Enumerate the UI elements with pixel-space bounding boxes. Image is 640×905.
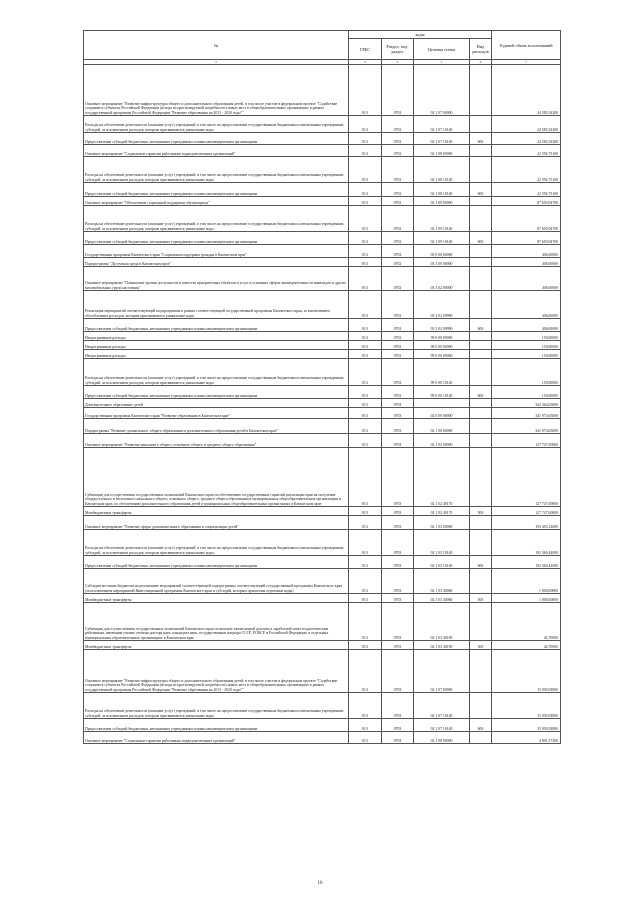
row-grbs-cell: 813 — [349, 258, 382, 267]
row-name-cell: Расходы на обеспечение деятельности (оказание услуг) учреждений, в том числе на предоставление государственным бюджетным и автономным учреждениям субсидий, за исключением расходов, которым присваиваются уникальные коды — [84, 530, 349, 556]
colnum: 4 — [382, 60, 414, 65]
row-target-cell: 02 1 03 10140 — [414, 556, 470, 569]
row-section-cell: 0702 — [382, 157, 414, 183]
row-grbs-cell: 813 — [349, 594, 382, 603]
row-amount-cell: 150,00000 — [492, 359, 561, 386]
table-row — [84, 145, 561, 157]
row-target-cell: 02 0 00 00000 — [414, 408, 470, 419]
row-name-cell: Основное мероприятие "Развитие сферы дополнительного образования и социализации детей" — [84, 516, 349, 530]
row-name-cell: Подпрограмма "Доступная среда в Камчатском крае" — [84, 258, 349, 267]
row-target-cell: 02 1 07 00000 — [414, 65, 470, 116]
row-grbs-cell: 813 — [349, 556, 382, 569]
row-name-cell: Расходы на обеспечение деятельности (оказание услуг) учреждений, в том числе на предоставление государственным бюджетным и автономным учреждениям субсидий, за исключением расходов, которым присваиваются уникальные коды — [84, 206, 349, 232]
row-grbs-cell: 813 — [349, 732, 382, 744]
table-row — [84, 232, 561, 245]
row-grbs-cell: 813 — [349, 386, 382, 399]
row-target-cell: 02 1 08 00000 — [414, 732, 470, 744]
row-name-cell: Государственная программа Камчатского края "Социальная поддержка граждан в Камчатском крае" — [84, 245, 349, 258]
row-name-cell: Межбюджетные трансферты — [84, 641, 349, 650]
row-grbs-cell: 813 — [349, 434, 382, 448]
row-exptype-cell — [470, 267, 492, 291]
table-row — [84, 183, 561, 197]
budget-sheet — [83, 30, 560, 744]
row-name-cell: Межбюджетные трансферты — [84, 507, 349, 516]
row-section-cell: 0703 — [382, 594, 414, 603]
row-name-cell: Непрограммные расходы — [84, 350, 349, 359]
row-name-cell: Основное мероприятие "Социальные гарантии работникам подведомственных организаций" — [84, 732, 349, 744]
row-target-cell: 02 1 07 10140 — [414, 133, 470, 145]
row-section-cell: 0702 — [382, 386, 414, 399]
row-exptype-cell: 600 — [470, 386, 492, 399]
row-grbs-cell: 813 — [349, 399, 382, 408]
row-grbs-cell: 813 — [349, 145, 382, 157]
table-row — [84, 594, 561, 603]
row-target-cell: 02 1 08 10140 — [414, 183, 470, 197]
colnum: 5 — [414, 60, 470, 65]
table-row — [84, 732, 561, 744]
row-target-cell: 02 1 00 00000 — [414, 419, 470, 434]
row-amount-cell: 127 747,00000 — [492, 507, 561, 516]
table-row — [84, 133, 561, 145]
table-row — [84, 719, 561, 732]
row-exptype-cell — [470, 350, 492, 359]
header-section: Раздел, под-раздел — [382, 39, 414, 60]
row-amount-cell: 87 650,94700 — [492, 232, 561, 245]
row-name-cell: Предоставление субсидий бюджетным, автономным учреждениям и иным некоммерческим организациям — [84, 719, 349, 732]
table-row — [84, 332, 561, 341]
row-amount-cell: 44,70000 — [492, 603, 561, 641]
row-target-cell: 03 3 00 00000 — [414, 258, 470, 267]
row-section-cell: 0702 — [382, 245, 414, 258]
row-grbs-cell: 813 — [349, 341, 382, 350]
row-section-cell: 0703 — [382, 419, 414, 434]
row-name-cell: Субвенции для осуществления государственных полномочий Камчатского края по выплате ежемесячной доплаты к заработной плате педагогическим работникам, имеющим ученые степени доктора наук, кандидата наук, государственные награды СССР, РСФСР и Российской Федерации, в отдельных муниципальных образовательных организациях в Камчатском крае — [84, 603, 349, 641]
table-row — [84, 693, 561, 719]
table-row — [84, 258, 561, 267]
row-exptype-cell — [470, 291, 492, 319]
row-name-cell: Основное мероприятие "Повышение уровня доступности и качества приоритетных объектов и услуг в основных сферах жизнедеятельности инвалидов и других маломобильных групп населения" — [84, 267, 349, 291]
header-amount: Годовой объем ассигнований — [492, 31, 561, 60]
row-target-cell: 99 0 00 00000 — [414, 341, 470, 350]
table-row — [84, 267, 561, 291]
row-name-cell: Расходы на обеспечение деятельности (оказание услуг) учреждений, в том числе на предоставление государственным бюджетным и автономным учреждениям субсидий, за исключением расходов, которым присваиваются уникальные коды — [84, 359, 349, 386]
row-section-cell: 0702 — [382, 133, 414, 145]
row-exptype-cell — [470, 197, 492, 206]
row-target-cell: 02 1 09 00000 — [414, 197, 470, 206]
row-amount-cell: 24 583,54200 — [492, 65, 561, 116]
row-grbs-cell: 813 — [349, 183, 382, 197]
row-amount-cell: 193 405,14000 — [492, 516, 561, 530]
row-name-cell: Основное мероприятие "Социальные гарантии работникам подведомственных организаций" — [84, 145, 349, 157]
row-exptype-cell — [470, 116, 492, 133]
row-exptype-cell: 600 — [470, 232, 492, 245]
table-row — [84, 603, 561, 641]
table-row — [84, 197, 561, 206]
row-target-cell: 02 1 02 40170 — [414, 507, 470, 516]
table-body — [84, 65, 561, 744]
row-section-cell: 0703 — [382, 530, 414, 556]
row-exptype-cell: 500 — [470, 594, 492, 603]
row-exptype-cell — [470, 569, 492, 594]
table-row — [84, 448, 561, 507]
row-exptype-cell — [470, 341, 492, 350]
table-row — [84, 507, 561, 516]
table-row — [84, 650, 561, 693]
row-amount-cell: 87 650,94700 — [492, 197, 561, 206]
table-row — [84, 641, 561, 650]
row-grbs-cell: 813 — [349, 232, 382, 245]
row-target-cell: 02 1 07 00000 — [414, 650, 470, 693]
table-row — [84, 408, 561, 419]
row-amount-cell: 406,00000 — [492, 319, 561, 332]
row-name-cell: Предоставление субсидий бюджетным, автономным учреждениям и иным некоммерческим организациям — [84, 133, 349, 145]
row-exptype-cell — [470, 603, 492, 641]
row-grbs-cell: 813 — [349, 641, 382, 650]
row-section-cell: 0702 — [382, 332, 414, 341]
row-grbs-cell: 813 — [349, 319, 382, 332]
row-section-cell: 0702 — [382, 267, 414, 291]
row-grbs-cell: 813 — [349, 65, 382, 116]
table-row — [84, 341, 561, 350]
row-amount-cell: 406,00000 — [492, 258, 561, 267]
table-row — [84, 516, 561, 530]
row-exptype-cell: 600 — [470, 719, 492, 732]
row-grbs-cell: 813 — [349, 448, 382, 507]
row-name-cell: Основное мероприятие "Развитие начального общего, основного общего и среднего общего образования" — [84, 434, 349, 448]
row-amount-cell: 341 974,65000 — [492, 408, 561, 419]
header-exptype: Вид расходов — [470, 39, 492, 60]
row-amount-cell: 15 930,93800 — [492, 693, 561, 719]
row-target-cell: 02 1 02 40170 — [414, 448, 470, 507]
row-target-cell: 02 1 07 10140 — [414, 719, 470, 732]
row-section-cell: 0702 — [382, 65, 414, 116]
row-amount-cell: 15 930,93800 — [492, 719, 561, 732]
row-amount-cell: 127 747,00000 — [492, 448, 561, 507]
row-section-cell: 0702 — [382, 319, 414, 332]
row-target-cell: 02 1 03 40060 — [414, 594, 470, 603]
row-exptype-cell — [470, 157, 492, 183]
row-name-cell: Субвенции для осуществления государственных полномочий Камчатского края по обеспечению государственных гарантий реализации прав на получение общедоступного и бесплатного начального общего, основного общего, среднего общего образования в муниципальных общеобразовательных организациях в Камчатском крае, по обеспечению дополнительного образования детей в муниципальных общеобразовательных организациях в Камчатском крае — [84, 448, 349, 507]
row-amount-cell: 342 364,65000 — [492, 399, 561, 408]
row-amount-cell: 24 583,54200 — [492, 133, 561, 145]
row-section-cell: 0703 — [382, 434, 414, 448]
row-grbs-cell: 813 — [349, 350, 382, 359]
row-amount-cell: 24 583,54200 — [492, 116, 561, 133]
row-section-cell: 0702 — [382, 350, 414, 359]
header-codes: коды — [349, 31, 492, 39]
row-target-cell: 02 1 09 10140 — [414, 206, 470, 232]
row-target-cell: 99 0 00 00000 — [414, 332, 470, 341]
row-section-cell: 0702 — [382, 232, 414, 245]
row-section-cell: 0703 — [382, 507, 414, 516]
row-exptype-cell: 600 — [470, 133, 492, 145]
row-exptype-cell — [470, 408, 492, 419]
table-row — [84, 386, 561, 399]
colnum: 2 — [84, 60, 349, 65]
row-name-cell: Основное мероприятие "Развитие инфраструктуры общего и дополнительного образования детей, в том числе участие в федеральном проекте "Содействие созданию в субъектах Российской Федерации (исходя из прогнозируемой потребности) новых мест в общеобразовательных организациях в рамках государственной программы Российской Федерации "Развитие образования на 2013 - 2020 годы"" — [84, 65, 349, 116]
row-amount-cell: 150,00000 — [492, 332, 561, 341]
page-number: 16 — [317, 881, 323, 886]
budget-table — [83, 30, 561, 744]
table-row — [84, 116, 561, 133]
table-row — [84, 399, 561, 408]
row-grbs-cell: 813 — [349, 419, 382, 434]
table-row — [84, 556, 561, 569]
row-section-cell: 0702 — [382, 258, 414, 267]
row-section-cell: 0703 — [382, 516, 414, 530]
table-row — [84, 419, 561, 434]
table-row — [84, 569, 561, 594]
row-section-cell: 0703 — [382, 556, 414, 569]
table-row — [84, 157, 561, 183]
colnum: 3 — [349, 60, 382, 65]
row-target-cell: 02 1 08 10140 — [414, 157, 470, 183]
row-amount-cell: 127 747,00000 — [492, 434, 561, 448]
row-name-cell: Основное мероприятие "Обеспечение социальной поддержки обучающихся" — [84, 197, 349, 206]
row-name-cell: Дополнительное образование детей — [84, 399, 349, 408]
row-target-cell: 99 0 00 00000 — [414, 350, 470, 359]
row-section-cell: 0703 — [382, 693, 414, 719]
row-amount-cell: 22 592,75100 — [492, 157, 561, 183]
row-grbs-cell: 813 — [349, 245, 382, 258]
row-section-cell: 0702 — [382, 291, 414, 319]
row-section-cell: 0703 — [382, 641, 414, 650]
table-row — [84, 245, 561, 258]
row-amount-cell: 4 891,57200 — [492, 732, 561, 744]
row-name-cell: Субсидии местным бюджетам на реализацию мероприятий соответствующей подпрограммы соответствующей государственной программы Камчатского края (за исключением мероприятий Инвестиционной программы Камчатского края и субсидий, которым присвоены отдельные коды) — [84, 569, 349, 594]
row-name-cell: Предоставление субсидий бюджетным, автономным учреждениям и иным некоммерческим организациям — [84, 556, 349, 569]
row-exptype-cell — [470, 530, 492, 556]
row-name-cell: Непрограммные расходы — [84, 332, 349, 341]
row-grbs-cell: 813 — [349, 116, 382, 133]
row-exptype-cell — [470, 732, 492, 744]
row-amount-cell: 44,70000 — [492, 641, 561, 650]
row-grbs-cell: 813 — [349, 267, 382, 291]
row-target-cell: 02 1 07 10140 — [414, 693, 470, 719]
row-section-cell: 0702 — [382, 145, 414, 157]
header-target: Целевая статья — [414, 39, 470, 60]
table-row — [84, 434, 561, 448]
row-target-cell: 03 3 02 00000 — [414, 267, 470, 291]
table-row — [84, 65, 561, 116]
row-grbs-cell: 813 — [349, 197, 382, 206]
row-exptype-cell — [470, 693, 492, 719]
row-grbs-cell: 813 — [349, 650, 382, 693]
row-target-cell: 02 1 09 10140 — [414, 232, 470, 245]
row-amount-cell: 341 974,65000 — [492, 419, 561, 434]
row-grbs-cell: 813 — [349, 133, 382, 145]
row-exptype-cell — [470, 434, 492, 448]
table-row — [84, 206, 561, 232]
row-exptype-cell: 500 — [470, 507, 492, 516]
row-grbs-cell: 813 — [349, 569, 382, 594]
row-amount-cell: 22 592,75100 — [492, 183, 561, 197]
table-row — [84, 291, 561, 319]
table-row — [84, 319, 561, 332]
row-exptype-cell — [470, 332, 492, 341]
row-exptype-cell — [470, 448, 492, 507]
row-name-cell: Расходы на обеспечение деятельности (оказание услуг) учреждений, в том числе на предоставление государственным бюджетным и автономным учреждениям субсидий, за исключением расходов, которым присваиваются уникальные коды — [84, 116, 349, 133]
table-header — [84, 31, 561, 65]
row-amount-cell: 406,00000 — [492, 291, 561, 319]
row-amount-cell: 150,00000 — [492, 341, 561, 350]
row-exptype-cell — [470, 516, 492, 530]
row-target-cell: 02 1 08 00000 — [414, 145, 470, 157]
row-exptype-cell — [470, 399, 492, 408]
row-exptype-cell — [470, 145, 492, 157]
table-row — [84, 350, 561, 359]
row-grbs-cell: 813 — [349, 507, 382, 516]
header-grbs: ГРБС — [349, 39, 382, 60]
row-grbs-cell: 813 — [349, 291, 382, 319]
row-name-cell: Расходы на обеспечение деятельности (оказание услуг) учреждений, в том числе на предоставление государственным бюджетным и автономным учреждениям субсидий, за исключением расходов, которым присваиваются уникальные коды — [84, 157, 349, 183]
row-name-cell: Реализация мероприятий соответствующей подпрограммы в рамках соответствующей государственной программы Камчатского края, за исключением обособленных расходов, которым присваиваются уникальные коды — [84, 291, 349, 319]
row-section-cell: 0703 — [382, 732, 414, 744]
row-name-cell: Предоставление субсидий бюджетным, автономным учреждениям и иным некоммерческим организациям — [84, 232, 349, 245]
row-section-cell: 0702 — [382, 197, 414, 206]
row-section-cell: 0703 — [382, 408, 414, 419]
row-grbs-cell: 813 — [349, 530, 382, 556]
row-amount-cell: 15 930,93800 — [492, 650, 561, 693]
row-amount-cell: 1 000,00000 — [492, 594, 561, 603]
row-section-cell: 0703 — [382, 448, 414, 507]
row-exptype-cell — [470, 65, 492, 116]
row-amount-cell: 192 360,44000 — [492, 556, 561, 569]
row-name-cell: Подпрограмма "Развитие дошкольного, общего образования и дополнительного образования детей в Камчатском крае" — [84, 419, 349, 434]
colnum: 7 — [492, 60, 561, 65]
row-section-cell: 0703 — [382, 719, 414, 732]
row-target-cell: 02 1 02 00000 — [414, 434, 470, 448]
row-name-cell: Основное мероприятие "Развитие инфраструктуры общего и дополнительного образования детей, в том числе участие в федеральном проекте "Содействие созданию в субъектах Российской Федерации (исходя из прогнозируемой потребности) новых мест в общеобразовательных организациях в рамках государственной программы Российской Федерации "Развитие образования на 2013 - 2020 годы"" — [84, 650, 349, 693]
row-exptype-cell — [470, 650, 492, 693]
row-target-cell: 02 1 03 40190 — [414, 603, 470, 641]
row-grbs-cell: 813 — [349, 719, 382, 732]
row-amount-cell: 22 592,75100 — [492, 145, 561, 157]
row-exptype-cell — [470, 258, 492, 267]
row-amount-cell: 406,00000 — [492, 245, 561, 258]
row-name-cell: Предоставление субсидий бюджетным, автономным учреждениям и иным некоммерческим организациям — [84, 183, 349, 197]
row-grbs-cell: 813 — [349, 603, 382, 641]
colnum: 6 — [470, 60, 492, 65]
row-grbs-cell: 813 — [349, 359, 382, 386]
row-name-cell: Межбюджетные трансферты — [84, 594, 349, 603]
row-section-cell: 0702 — [382, 116, 414, 133]
row-grbs-cell: 813 — [349, 408, 382, 419]
row-target-cell: 99 0 00 10140 — [414, 359, 470, 386]
row-target-cell: 03 3 02 09990 — [414, 319, 470, 332]
row-amount-cell: 1 000,00000 — [492, 569, 561, 594]
row-target-cell — [414, 399, 470, 408]
row-amount-cell: 150,00000 — [492, 386, 561, 399]
row-exptype-cell: 600 — [470, 183, 492, 197]
row-exptype-cell — [470, 206, 492, 232]
row-exptype-cell — [470, 419, 492, 434]
row-exptype-cell — [470, 245, 492, 258]
row-target-cell: 02 1 03 10140 — [414, 530, 470, 556]
row-amount-cell: 87 650,94700 — [492, 206, 561, 232]
row-grbs-cell: 813 — [349, 332, 382, 341]
row-section-cell: 0703 — [382, 650, 414, 693]
row-grbs-cell: 813 — [349, 206, 382, 232]
row-target-cell: 02 1 03 00000 — [414, 516, 470, 530]
header-number: № — [84, 31, 349, 60]
row-section-cell: 0703 — [382, 603, 414, 641]
row-exptype-cell: 600 — [470, 556, 492, 569]
row-amount-cell: 406,00000 — [492, 267, 561, 291]
row-target-cell: 02 1 03 40060 — [414, 569, 470, 594]
row-grbs-cell: 813 — [349, 693, 382, 719]
row-exptype-cell — [470, 359, 492, 386]
table-row — [84, 359, 561, 386]
row-section-cell: 0702 — [382, 183, 414, 197]
row-target-cell: 03 3 02 09990 — [414, 291, 470, 319]
row-name-cell: Государственная программа Камчатского края "Развитие образования в Камчатском крае" — [84, 408, 349, 419]
row-amount-cell: 150,00000 — [492, 350, 561, 359]
row-grbs-cell: 813 — [349, 157, 382, 183]
row-target-cell: 02 1 03 40190 — [414, 641, 470, 650]
row-target-cell: 02 1 07 10140 — [414, 116, 470, 133]
row-exptype-cell: 500 — [470, 641, 492, 650]
row-name-cell: Непрограммные расходы — [84, 341, 349, 350]
table-row — [84, 530, 561, 556]
row-amount-cell: 192 360,44000 — [492, 530, 561, 556]
row-grbs-cell: 813 — [349, 516, 382, 530]
row-section-cell: 0702 — [382, 341, 414, 350]
row-exptype-cell: 600 — [470, 319, 492, 332]
row-target-cell: 03 0 00 00000 — [414, 245, 470, 258]
row-section-cell: 0702 — [382, 206, 414, 232]
row-name-cell: Предоставление субсидий бюджетным, автономным учреждениям и иным некоммерческим организациям — [84, 386, 349, 399]
row-target-cell: 99 0 00 10140 — [414, 386, 470, 399]
row-section-cell: 0703 — [382, 399, 414, 408]
row-section-cell: 0703 — [382, 569, 414, 594]
row-name-cell: Предоставление субсидий бюджетным, автономным учреждениям и иным некоммерческим организациям — [84, 319, 349, 332]
row-section-cell: 0702 — [382, 359, 414, 386]
row-name-cell: Расходы на обеспечение деятельности (оказание услуг) учреждений, в том числе на предоставление государственным бюджетным и автономным учреждениям субсидий, за исключением расходов, которым присваиваются уникальные коды — [84, 693, 349, 719]
